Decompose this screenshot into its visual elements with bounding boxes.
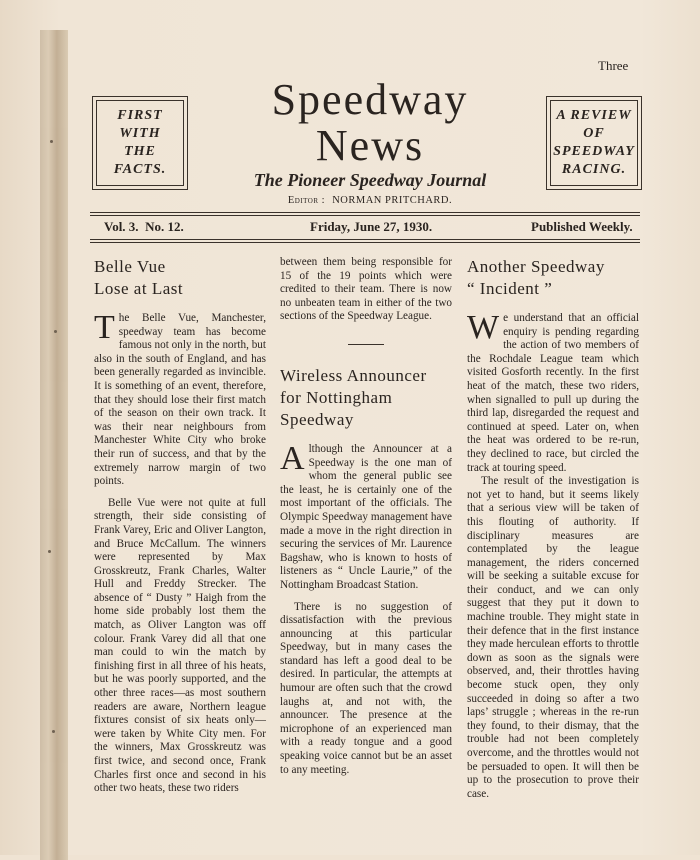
column-1 [94,256,266,796]
slogan-line: A REVIEW [556,108,632,123]
slogan-line: RACING. [561,162,627,177]
article-paragraph [280,439,452,593]
binding-edge [40,30,68,860]
slogan-line: FACTS. [113,162,167,177]
masthead [240,75,500,170]
headline-line: for Nottingham [280,387,393,407]
paragraph-text: he Belle Vue, Manchester, speedway team has become famous not only in the north, but also in the south of England, and has been generally regarded as invincible. It is something of an event, therefore, that they should lose their first match of the season on their own track. It was their near neighbours from Manchester White City who broke their run of success, and that by the extremely narrow margin of two points. [94,312,266,488]
slogan-line: FIRST [117,108,163,123]
article-paragraph [94,309,266,489]
article-headline [467,256,639,300]
article-paragraph: The result of the investigation is not yet to hand, but it seems likely that a serious view will be taken of this flouting of authority. If disciplinary measures are contemplated by the league management, the riders concerned will be seeking a suitable excuse for their conduct, and we can only suggest that they put it down to machine trouble. They might state in their defence that in the first instance they made herculean efforts to throttle down as soon as the signals were observed, and, their throttles having become stuck open, they only succeeded in doing so after a two laps’ struggle ; whereas in the re-run they found, to their dismay, that the trouble had not been completely overcome, and the throttles would not be persuaded to open. It will then be up to the prosecution to prove their case. [467,475,639,800]
drop-cap: W [467,309,500,346]
volume-number [104,219,184,235]
page-number: Three [598,58,629,73]
slogan-line: SPEEDWAY [553,144,635,159]
slogan-line: OF [583,126,605,141]
slogan-line: THE [124,144,156,159]
drop-cap: T [94,309,115,346]
rule-top-2 [90,215,640,216]
headline-line: Belle Vue [94,257,166,276]
slogan-line: WITH [119,126,161,141]
publication-frequency: Published Weekly. [531,219,633,234]
rule-top [90,212,640,213]
headline-line: Another Speedway [467,257,605,276]
slogan-box-right [550,100,638,186]
column-2 [280,256,452,777]
drop-cap: A [280,439,305,477]
headline-line: “ Incident ” [467,279,553,298]
column-3 [467,256,639,801]
tagline: The Pioneer Speedway Journal [253,170,487,190]
rule-bottom-2 [90,242,640,243]
editor-line [200,195,540,206]
volume: Vol. 3. [104,219,139,234]
issue-date: Friday, June 27, 1930. [310,219,433,234]
rule-bottom [90,239,640,240]
headline-line: Lose at Last [94,279,184,298]
article-paragraph: between them being responsible for 15 of the 19 points which were credited to their team. There is now no unbeaten team in either of the two sections of the Speedway League. [280,256,452,323]
article-paragraph [467,309,639,475]
headline-line: Speedway [280,409,354,429]
headline-line: Wireless Announcer [280,365,427,385]
masthead-line-1: Speedway [271,75,469,124]
article-paragraph: There is no suggestion of dissatisfaction with the previous announcing at this particular Speedway, but in many cases the standard has left a good deal to be desired. In particular, the attempts at humour are often such that the crowd laughs at, and not with, the announcer. The presence at the microphone of an experienced man with a ready tongue and a good speaking voice cannot but be an asset to any meeting. [280,600,452,776]
issue-number: No. 12. [145,219,184,234]
article-headline [94,256,266,300]
article-headline [280,365,452,431]
section-divider [348,344,384,345]
paragraph-text: e understand that an official enquiry is pending regarding the action of two members of the Rochdale League team which visited Gosforth recently. In the first heat of the match, these two riders, when signalled to pull up during the third lap, disregarded the request and continued at speed. Later on, when the heat was ordered to be re-run, they declined to race, but circled the track at touring speed. [467,312,639,474]
article-paragraph: Belle Vue were not quite at full strength, their side consisting of Frank Varey, Eric and Oliver Langton, and Bruce McCallum. The winners were represented by Max Grosskreutz, Frank Charles, Walter Hull and Freddy Strecker. The absence of “ Dusty ” Haigh from the home side probably lost them the match, as Oliver Langton was off colour. Frank Varey did all that one man could to win the match by finishing first in all three of his heats, but he was poorly supported, and the other three races—as most southern readers are aware, Northern league fixtures consist of six heats only—were taken by White City men. For the winners, Max Grosskreutz was first twice, and second once, Frank Charles first once and second in his other two heats, these two riders [94,496,266,795]
paragraph-text: lthough the Announcer at a Speedway is the one man of whom the general public see the least, he is certainly one of the most important of the officials. The Olympic Speedway management have made a move in the right direction in securing the services of Mr. Laurence Bagshaw, who is known to hosts of listeners as “ Uncle Laurie,” of the Nottingham Broadcast Station. [280,442,452,591]
slogan-box-left [96,100,184,186]
editor-label: Editor : [287,195,326,206]
masthead-line-2: News [315,121,425,170]
editor-name: NORMAN PRITCHARD. [332,195,453,206]
